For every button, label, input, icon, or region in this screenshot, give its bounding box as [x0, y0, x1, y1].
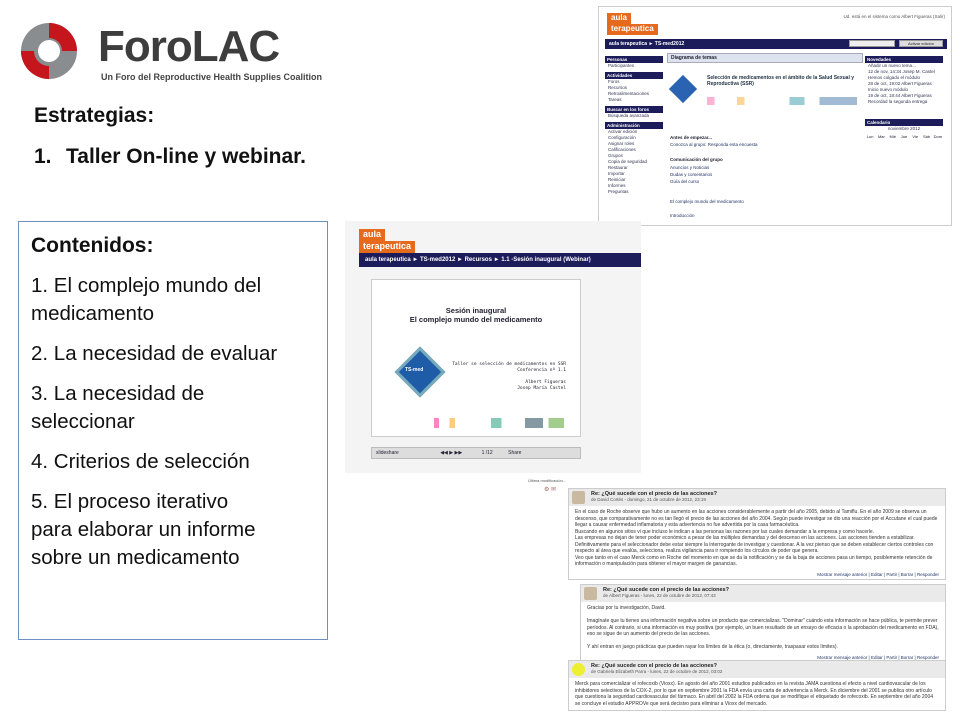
partner-logos — [707, 97, 857, 105]
section-title: Comunicación del grupo — [670, 157, 723, 162]
cal-day-name: Dom — [933, 134, 943, 139]
post-byline: de David Cortés - domingo, 21 de octubre de 2012, 23:19 — [591, 497, 706, 502]
post-subject[interactable]: Re: ¿Qué sucede con el precio de las acciones? — [603, 587, 729, 593]
course-navbar — [605, 39, 947, 49]
post-byline: de Gabriela Elizabeth Parra - lunes, 22 de octubre de 2012, 03:02 — [591, 669, 723, 674]
jump-select[interactable] — [849, 40, 895, 47]
calendar-month: noviembre 2012 — [887, 126, 921, 131]
contents-item-3: 3. La necesidad de seleccionar — [31, 382, 205, 433]
contents-item-5: 5. El proceso iterativo para elaborar un informe sobre un medicamento — [31, 490, 256, 569]
block-title: Actividades — [605, 72, 663, 79]
admin-link[interactable]: Grupos — [608, 153, 623, 158]
post-byline: de Albert Figueras - lunes, 22 de octubre de 2012, 07:43 — [603, 593, 716, 598]
advanced-search-link[interactable]: Búsqueda avanzada — [608, 113, 650, 118]
news-item: 19 de oct, 18:44 Albert Figueras — [868, 93, 932, 98]
forum-post — [580, 584, 946, 663]
page-counter: 1 /12 — [481, 450, 493, 456]
logo-name: ForoLAC — [98, 22, 280, 71]
block-title: Buscar en los foros — [605, 106, 663, 113]
slide-title-line1: Sesión inaugural — [445, 306, 507, 315]
news-item[interactable]: Recordad la segunda entrega — [868, 99, 928, 104]
block-link[interactable]: Tareas — [608, 97, 622, 102]
admin-link[interactable]: Copia de seguridad — [608, 159, 648, 164]
admin-link[interactable]: Informes — [608, 183, 626, 188]
brand-line2: terapeutica — [359, 241, 415, 253]
admin-link[interactable]: Configuración — [608, 135, 636, 140]
slideshare-controls — [371, 447, 581, 459]
post-body: Gracias por tu investigación, David. Imagínate que tu tienes una información negativa sobre un producto que comercializas. "Dominar" cuándo esta información se hace pública, te permite prever períodos. Al contrario, si una información es muy positiva (por ejemplo, un buen resultado de un ensayo de eficacia o la aprobación del medicamento en FDA), eso se sigue de un aumento del precio de las acciones. Y ahí entran en juego prácticas que pueden rayar los límites de la ética (o, directamente, traspasar estos límites). — [587, 605, 939, 650]
nav-breadcrumb[interactable]: aula terapeutica ► TS-med2012 — [609, 41, 685, 47]
section-title: El complejo mundo del medicamento — [670, 199, 744, 204]
news-item[interactable]: Añadir un nuevo tema... — [868, 63, 916, 68]
right-column — [865, 53, 943, 225]
forolac-logo — [18, 18, 323, 88]
post-actions[interactable]: Mostrar mensaje anterior | Editar | Partir | Borrar | Responder — [817, 571, 939, 577]
cal-day-name: Vie — [912, 134, 919, 139]
login-info[interactable]: Ud. está en el sistema como Albert Figueras (Salir) — [843, 14, 945, 19]
post-header — [581, 585, 945, 602]
admin-link[interactable]: Reiniciar — [608, 177, 626, 182]
section-title: Antes de empezar... — [670, 135, 713, 140]
post-header — [569, 661, 945, 678]
admin-link[interactable]: Calificaciones — [608, 147, 636, 152]
news-item[interactable]: Hemos colgado el módulo — [868, 75, 921, 80]
news-item: 28 de oct, 19:02 Albert Figueras — [868, 81, 932, 86]
slide-frame — [371, 279, 581, 437]
avatar[interactable] — [572, 491, 585, 504]
forum-link[interactable]: Dudas y comentarios — [670, 172, 713, 177]
left-column — [605, 53, 663, 225]
activate-edit-button[interactable]: Activar edición — [899, 40, 943, 47]
post-subject[interactable]: Re: ¿Qué sucede con el precio de las acciones? — [591, 663, 717, 669]
admin-link[interactable]: Importar — [608, 171, 625, 176]
news-item[interactable]: Inicio nuevo módulo — [868, 87, 909, 92]
block-link[interactable]: Foros — [608, 79, 620, 84]
post-actions[interactable]: Mostrar mensaje anterior | Editar | Partir | Borrar | Responder — [817, 654, 939, 660]
forum-link[interactable]: Anuncios y Noticias — [670, 165, 710, 170]
logo-tagline: Un Foro del Reproductive Health Supplies Coalition — [101, 72, 323, 82]
admin-link[interactable]: Asignar roles — [608, 141, 635, 146]
admin-link[interactable]: Restaurar — [608, 165, 628, 170]
post-header — [569, 489, 945, 506]
contents-box — [18, 221, 328, 640]
strategy-item-text: Taller On-line y webinar. — [66, 145, 307, 168]
strategy-item-number: 1. — [34, 145, 52, 168]
admin-link[interactable]: Activar edición — [608, 129, 638, 134]
slides-screenshot — [345, 221, 641, 473]
post-body: Merck para comercializar el rofecoxib (Vioxx). En agosto del año 2001 estudios publicados en la revista JAMA cuestiona el efecto a nivel cardiovascular de los inhibidores selectivos de la COX-2, por lo que en septiembre 2001 la FDA envía una carta de advertencia a Merck. En diciembre del 2001 se publica otro artículo que cuestiona la seguridad cardiovascular del fármaco. En abril del 2002 la FDA ordena que se modifique el etiquetado de rofecoxib. En septiembre del año 2004 se concluye el estudio APPROVe que será decisivo para eliminar a Vioxx del mercado. — [575, 681, 934, 707]
cal-day-name: Sáb — [923, 134, 931, 139]
slides-brand — [359, 229, 415, 253]
share-button[interactable]: Share — [508, 450, 522, 456]
admin-link[interactable]: Preguntas — [608, 189, 629, 194]
strategy-heading: Estrategias: — [34, 104, 155, 127]
brand-line2: terapeutica — [607, 24, 658, 35]
tsmed-badge: TS-med — [405, 367, 424, 373]
cal-day-name: Mar — [877, 134, 885, 139]
slide-info: Taller se selección de medicamentos en SSR Conferencia nº 1.1 Albert Figueras Josep María Castel — [452, 362, 566, 391]
forolac-logo-mark-icon — [18, 20, 80, 82]
course-brand — [607, 13, 658, 35]
news-item: 12 de nov, 14:34 Josep M. Castel — [868, 69, 935, 74]
contents-item-4: 4. Criterios de selección — [31, 450, 250, 473]
intro-link[interactable]: Introducción — [670, 213, 695, 218]
forum-screenshot — [524, 476, 952, 720]
brand-line1: aula — [607, 13, 631, 24]
partner-logos — [434, 418, 564, 428]
slideshare-logo: slideshare — [376, 450, 399, 456]
forum-post — [568, 488, 946, 580]
calendar-header: Calendario — [865, 119, 943, 126]
contents-item-1: 1. El complejo mundo del medicamento — [31, 274, 262, 325]
block-title: Administración — [605, 122, 663, 129]
post-body: En el caso de Roche observe que hubo un aumento en las acciones considerablemente a partir del año 2005, debido al Tamiflu. En el año 2009 se observa un descenso, que comparativamente no es tan llegó el precio de las acciones del año 2004. Según puede investigar se dio una reacción por el Accutane el cual puede llegar a causar enfermedad inflamatoria y esta advertencia no fue advertida por la casa farmacéutica. Buscando en algunos sitios vi que incluso le indican a las personas las razones por las cuales demandar a la empresa y como hacerle. Las empresas no dejan de tener poder económico a pesar de las múltiples demandas y del descenso en las acciones. Las acciones tienden a estabilizar. Definitivamente para el seleccionador debe estar siempre la interrogante de investigar y cuestionar. A la vez pienso que se deben establecer ciertos controles con respecto al área que evalúa, selecciona, realiza vigilancia para ir rompiendo los círculos de poder que genera. Veo que tanto en el caso Merck como en Roche del momento en que se da la notificación y se da la baja de acciones pasa un tiempo, posiblemente retención de información o manipulación para obtener el mayor margen de ganancias. — [575, 509, 938, 567]
calendar-grid — [865, 134, 943, 139]
topics-header: Diagrama de temas — [667, 53, 863, 63]
guide-link[interactable]: Guía del curso — [670, 179, 700, 184]
avatar[interactable] — [572, 663, 585, 676]
contents-title: Contenidos: — [31, 234, 154, 257]
slide-title — [372, 306, 580, 324]
block-link[interactable]: Recursos — [608, 85, 628, 90]
block-link[interactable]: Retroalimentaciones — [608, 91, 650, 96]
play-icon[interactable]: ◀◀ ▶ ▶▶ — [440, 450, 463, 456]
cal-day-name: Mié — [889, 134, 896, 139]
avatar[interactable] — [584, 587, 597, 600]
news-header: Novedades — [865, 56, 943, 63]
cal-day-name: Lun — [866, 134, 874, 139]
block-title: Personas — [605, 56, 663, 63]
contents-item-2: 2. La necesidad de evaluar — [31, 342, 278, 365]
course-page-screenshot — [598, 6, 952, 226]
brand-line1: aula — [359, 229, 385, 241]
center-column — [667, 53, 863, 225]
slides-breadcrumb[interactable]: aula terapeutica ► TS-med2012 ► Recursos ► 1.1 -Sesión inaugural (Webinar) — [359, 253, 641, 267]
cal-day-name: Jue — [900, 134, 908, 139]
tsmed-diamond-icon — [669, 75, 697, 103]
forum-settings-icon[interactable]: ⚙ ✉ — [544, 487, 557, 493]
course-title: Selección de medicamentos en el ámbito de la Salud Sexual y Reproductiva (SSR) — [707, 75, 854, 87]
forum-top-text: Última modificación... — [528, 478, 567, 483]
block-link-participants[interactable]: Participantes — [608, 63, 635, 68]
slide-title-line2: El complejo mundo del medicamento — [409, 315, 543, 324]
survey-link[interactable]: Conozca al grupo: Responda esta encuesta — [670, 142, 758, 147]
strategy-item — [34, 145, 306, 169]
forum-post — [568, 660, 946, 711]
post-subject[interactable]: Re: ¿Qué sucede con el precio de las acciones? — [591, 491, 717, 497]
